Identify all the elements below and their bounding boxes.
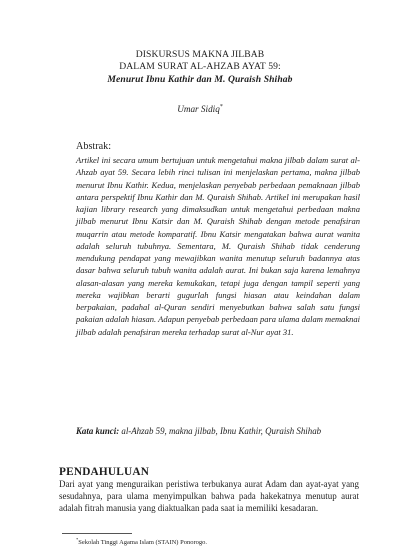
section-body-text: Dari ayat yang menguraikan peristiwa terbukanya aurat Adam dan ayat-ayat yang sesudahnya, para ulama menyimpulkan bahwa pada hakekatnya menutup aurat adalah fitrah manusia yang diaktualkan pada saat ia memiliki kesadaran. [59, 479, 359, 514]
title-line-2: DALAM SURAT AL-AHZAB AYAT 59: [119, 61, 281, 73]
abstract-block [76, 141, 360, 338]
keywords-text: al-Ahzab 59, makna jilbab, Ibnu Kathir, Quraish Shihab [119, 426, 322, 436]
keywords-label: Kata kunci: [76, 426, 120, 436]
footnote [76, 537, 207, 546]
article-title [0, 49, 400, 86]
author-line [0, 104, 400, 114]
keywords-line [76, 426, 366, 436]
author-footnote-marker: * [219, 104, 223, 110]
title-line-1: DISKURSUS MAKNA JILBAB [135, 49, 265, 60]
footnote-marker: * [76, 537, 79, 542]
footnote-divider [62, 533, 132, 534]
footnote-text: Sekolah Tinggi Agama Islam (STAIN) Ponorogo. [78, 539, 208, 547]
abstract-text: Artikel ini secara umum bertujuan untuk mengetahui makna jilbab dalam surat al-Ahzab ayat 59. Secara lebih rinci tulisan ini menjelaskan pertama, makna jilbab menurut Ibnu Kathir. Kedua, menjelaskan penyebab perbedaan pemaknaan jilbab antara perspektif Ibnu Kathir dan M. Quraish Shihab. Artikel ini merupakan hasil kajian library research yang dimaksudkan untuk mengetahui perbedaan makna jilbab menurut Ibnu Katsir dan M. Quraish Shihab dengan metode penafsiran muqarrin atau metode komparatif. Ibnu Katsir mengatakan bahwa aurat wanita adalah seluruh tubuhnya. Sementara, M. Quraish Shihab tidak cenderung mendukung pendapat yang mewajibkan wanita menutup seluruh badannya atas dasar bahwa seluruh tubuh wanita adalah aurat. Ini bukan saja karena lemahnya alasan-alasan yang mereka kemukakan, tetapi juga dengan tampil seperti yang mereka wajibkan berarti gugurlah fungsi hiasan atau keindahan dalam berpakaian, padahal al-Quran sendiri menyebutkan bahwa salah satu fungsi pakaian adalah hiasan. Adapun penyebab perbedaan para ulama dalam memaknai jilbab adalah penafsiran mereka terhadap surat al-Nur ayat 31. [76, 155, 360, 337]
abstract-heading: Abstrak: [76, 141, 112, 152]
title-subtitle: Menurut Ibnu Kathir dan M. Quraish Shihab [107, 73, 293, 85]
author-name: Umar Sidiq [177, 104, 220, 115]
section-heading: PENDAHULUAN [59, 466, 150, 478]
